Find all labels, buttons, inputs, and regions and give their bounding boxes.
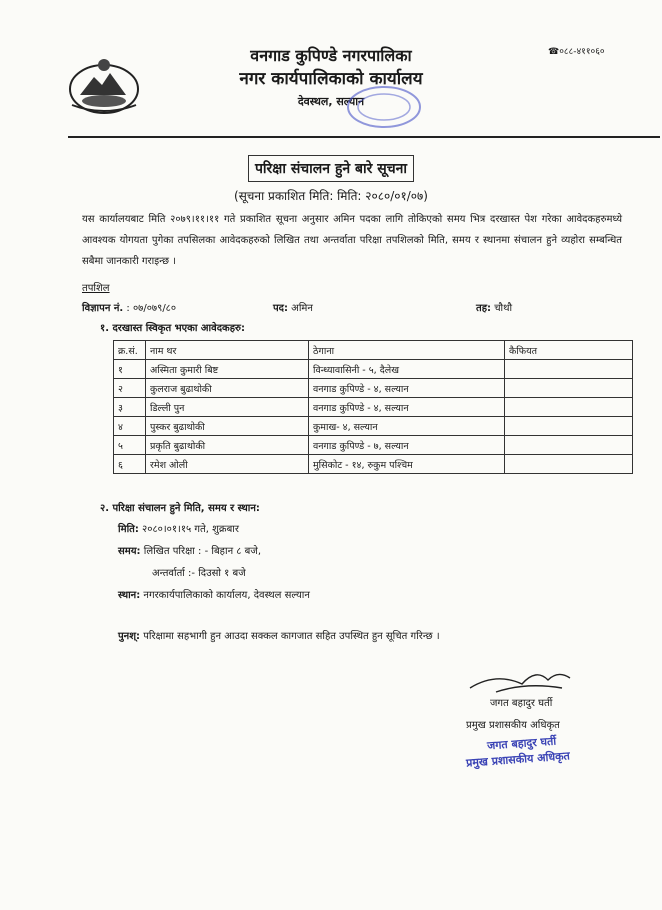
office-seal-stamp <box>344 82 424 132</box>
signatory-name: जगत बहादुर घर्ती <box>490 698 553 709</box>
remarks-cell <box>505 417 633 436</box>
column-header: क्र.सं. <box>114 341 146 360</box>
remarks-cell <box>505 455 633 474</box>
serial-cell: ६ <box>114 455 146 474</box>
table-row <box>114 417 633 436</box>
exam-place: स्थान: नगरकार्यपालिकाको कार्यालय, देवस्थल सल्यान <box>118 590 310 601</box>
table-row <box>114 360 633 379</box>
name-cell: कुलराज बुढाथोकी <box>146 379 309 398</box>
name-stamp: जगत बहादुर घर्ती <box>486 734 557 753</box>
remarks-cell <box>505 436 633 455</box>
table-row <box>114 455 633 474</box>
exam-time: समय: लिखित परिक्षा : - बिहान ८ बजे, <box>118 546 261 557</box>
column-header: नाम थर <box>146 341 309 360</box>
serial-cell: १ <box>114 360 146 379</box>
table-row <box>114 379 633 398</box>
applicants-table <box>113 340 633 474</box>
column-header: कैफियत <box>505 341 633 360</box>
section2-heading: २. परिक्षा संचालन हुने मिति, समय र स्थान: <box>100 503 260 514</box>
notice-title: परिक्षा संचालन हुने बारे सूचना <box>0 155 662 182</box>
table-row <box>114 398 633 417</box>
table-header-row <box>114 341 633 360</box>
publish-date: (सूचना प्रकाशित मिति: मिति: २०८०/०१/०७) <box>234 189 428 203</box>
postscript-note: पुनश्: परिक्षामा सहभागी हुन आउदा सक्कल कागजात सहित उपस्थित हुन सूचित गरिन्छ । <box>118 631 440 642</box>
ad-number: विज्ञापन नं. : ०७/०७९/८० <box>82 303 177 314</box>
title-stamp: प्रमुख प्रशासकीय अधिकृत <box>465 749 571 770</box>
office-name: नगर कार्यपालिकाको कार्यालय <box>239 69 423 89</box>
post-field: पद: अमिन <box>273 303 313 314</box>
address-cell: कुमाख- ४, सल्यान <box>309 417 505 436</box>
phone-number: ☎०८८-४११०६० <box>548 47 605 57</box>
address-cell: मुसिकोट - १४, रुकुम पश्चिम <box>309 455 505 474</box>
exam-date: मिति: २०८०।०१।१५ गते, शुक्रबार <box>118 524 239 535</box>
address-cell: विन्ध्यावासिनी - ५, दैलेख <box>309 360 505 379</box>
address-cell: वनगाड कुपिण्डे - ७, सल्यान <box>309 436 505 455</box>
serial-cell: २ <box>114 379 146 398</box>
level-field: तह: चौथौ <box>476 303 513 314</box>
name-cell: प्रकृति बुढाथोकी <box>146 436 309 455</box>
signatory-title: प्रमुख प्रशासकीय अधिकृत <box>466 720 560 731</box>
header-divider <box>68 136 660 138</box>
serial-cell: ५ <box>114 436 146 455</box>
remarks-cell <box>505 379 633 398</box>
signature-scrawl <box>466 662 586 696</box>
serial-cell: ३ <box>114 398 146 417</box>
name-cell: पुस्कर बुढाथोकी <box>146 417 309 436</box>
serial-cell: ४ <box>114 417 146 436</box>
table-row <box>114 436 633 455</box>
section1-heading: १. दरखास्त स्विकृत भएका आवेदकहरु: <box>100 323 245 334</box>
remarks-cell <box>505 398 633 417</box>
office-address: देवस्थल, सल्यान <box>297 95 365 108</box>
notice-body: यस कार्यालयबाट मिति २०७९।११।११ गते प्रकाशित सूचना अनुसार अमिन पदका लागि तोकिएको समय भित्र दरखास्त पेश गरेका आवेदकहरुमध्ये आवश्यक योगयता पुगेका तपसिलका आवेदकहरुको लिखित तथा अन्तर्वाता परिक्षा तपशिलको मिति, समय र स्थानमा संचालन हुने व्यहोरा सम्बन्धित सबैमा जानकारी गराइन्छ । <box>82 214 622 267</box>
name-cell: डिल्ली पुन <box>146 398 309 417</box>
address-cell: वनगाड कुपिण्डे - ४, सल्यान <box>309 398 505 417</box>
municipality-name: वनगाड कुपिण्डे नगरपालिका <box>250 46 412 65</box>
column-header: ठेगाना <box>309 341 505 360</box>
interview-time: अन्तर्वार्ता :- दिउसो १ बजे <box>152 568 246 579</box>
name-cell: अस्मिता कुमारी बिष्ट <box>146 360 309 379</box>
name-cell: रमेश ओली <box>146 455 309 474</box>
remarks-cell <box>505 360 633 379</box>
details-heading: तपशिल <box>82 283 110 294</box>
address-cell: वनगाड कुपिण्डे - ४, सल्यान <box>309 379 505 398</box>
